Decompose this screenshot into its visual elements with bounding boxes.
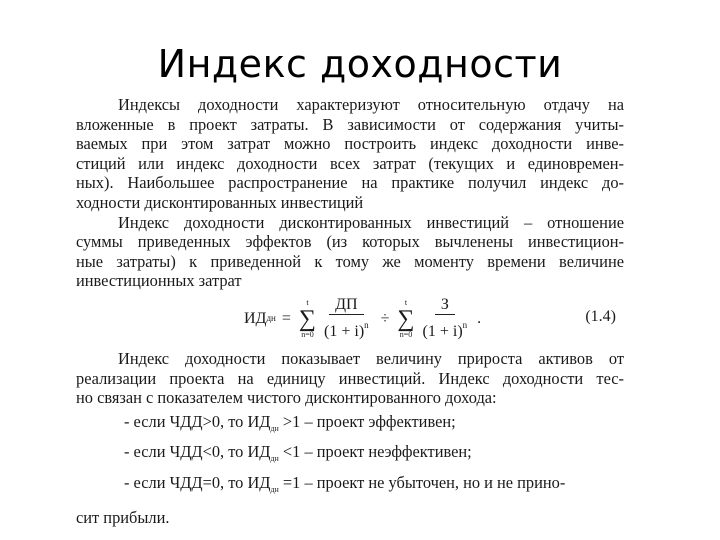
- text-line: Индекс доходности показывает величину прироста активов от: [118, 348, 624, 368]
- formula-number: (1.4): [585, 307, 616, 325]
- fraction-effects: [320, 296, 373, 342]
- paragraph-interpretation: [76, 349, 624, 408]
- denominator-discount: $(1 + i)^n$: [324, 319, 369, 340]
- sum-symbol: t ∑ n=0: [298, 297, 317, 339]
- fraction-investments: [419, 296, 472, 342]
- condition-list: [76, 412, 624, 527]
- text-line: вложенные в проект затраты. В зависимости от содержания учиты-: [76, 114, 624, 134]
- text-line: инвестиционных затрат: [76, 271, 242, 291]
- text-line: Индексы доходности характеризуют относительную отдачу на: [118, 95, 624, 114]
- text-line: стиций или индекс доходности всех затрат (текущих и единовремен-: [76, 153, 624, 173]
- numerator-effects: ДП: [329, 296, 363, 315]
- sum-upper-limit: t: [306, 297, 309, 307]
- text-line: ваемых при этом затрат можно построить индекс доходности инве-: [76, 134, 624, 154]
- sum-lower-limit: n=0: [399, 329, 413, 339]
- sum-symbol: t ∑ n=0: [397, 297, 415, 339]
- denominator-discount: $(1 + i)^n$: [422, 319, 468, 340]
- text-line: ные затраты) к приведенной к тому же моменту времени величине: [76, 251, 624, 271]
- formula-equals: =: [281, 310, 291, 328]
- formula-period: .: [477, 310, 482, 328]
- formula-lhs-subscript: дн: [266, 313, 276, 324]
- text-line: Индекс доходности дисконтированных инвестиций – отношение: [118, 212, 624, 232]
- sum-lower-limit: n=0: [301, 329, 314, 339]
- text-line: реализации проекта на единицу инвестиций. Индекс доходности тес-: [76, 368, 624, 388]
- paragraph-definition: [76, 213, 624, 291]
- document-body: [76, 95, 624, 527]
- sum-upper-limit: t: [404, 297, 408, 307]
- numerator-investments: З: [435, 296, 455, 315]
- text-line: суммы приведенных эффектов (из которых вычленены инвестицион-: [76, 232, 624, 252]
- paragraph-intro: [76, 95, 624, 213]
- formula-lhs: ИД: [244, 310, 267, 328]
- slide-title: Индекс доходности: [157, 42, 563, 86]
- text-line: ных). Наибольшее распространение на практике получил индекс до-: [76, 173, 624, 193]
- text-line: сит прибыли.: [76, 507, 170, 527]
- list-item: - если ЧДД<0, то $ИД_{дн} <1$ – проект неэффективен;: [124, 442, 472, 464]
- list-item: - если ЧДД>0, то $ИД_{дн} >1$ – проект эффективен;: [124, 411, 456, 433]
- list-item: - если ЧДД=0, то $ИД_{дн} =1$ – проект не убыточен, но и не прино-: [124, 472, 566, 494]
- text-line: ходности дисконтированных инвестиций: [76, 192, 364, 212]
- text-line: но связан с показателем чистого дисконтированного дохода:: [76, 388, 497, 408]
- formula-1-4: [76, 293, 624, 343]
- formula-divide: ÷: [380, 310, 390, 328]
